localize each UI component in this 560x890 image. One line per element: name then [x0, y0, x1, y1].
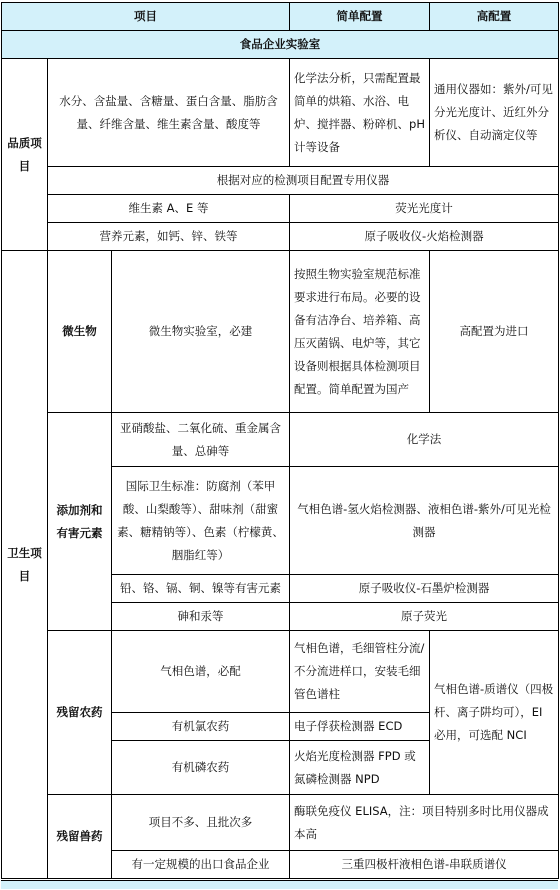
quality-row-1 — [2, 59, 559, 167]
pesticide-label: 残留农药 — [48, 631, 112, 795]
pesticide-r1-simple: 气相色谱，毛细管柱分流/不分流进样口，安装毛细管色谱柱 — [290, 631, 430, 713]
quality-simple: 化学法分析，只需配置最简单的烘箱、水浴、电炉、搅拌器、粉碎机、pH计等设备 — [290, 59, 430, 167]
additive-r1-config: 化学法 — [290, 413, 559, 467]
header-simple: 简单配置 — [290, 3, 430, 31]
additive-r3-config: 原子吸收仪-石墨炉检测器 — [290, 575, 559, 603]
additive-label: 添加剂和有害元素 — [48, 413, 112, 631]
micro-row — [2, 251, 559, 413]
pesticide-r3-simple: 火焰光度检测器 FPD 或氮磷检测器 NPD — [290, 741, 430, 795]
pesticide-high: 气相色谱-质谱仪（四极杆、离子阱均可），EI 必用，可选配 NCI — [430, 631, 559, 795]
additive-r2-config: 气相色谱-氢火焰检测器、液相色谱-紫外/可见光检测器 — [290, 467, 559, 575]
vitamin-item: 维生素 A、E 等 — [48, 195, 290, 223]
lab-config-table — [1, 2, 559, 879]
micro-simple: 按照生物实验室规范标准要求进行布局。必要的设备有洁净台、培养箱、高压灭菌锅、电炉等，其它设备则根据具体检测项目配置。简单配置为国产 — [290, 251, 430, 413]
additive-r3-item: 铅、铬、镉、铜、镍等有害元素 — [112, 575, 290, 603]
quality-label: 品质项目 — [2, 59, 48, 251]
vet-label: 残留兽药 — [48, 795, 112, 879]
additive-row-1 — [2, 413, 559, 467]
section-row — [2, 31, 559, 59]
pesticide-r2-item: 有机氯农药 — [112, 713, 290, 741]
section-title: 食品企业实验室 — [2, 31, 559, 59]
hygiene-label: 卫生项目 — [2, 251, 48, 879]
vet-r1-config: 酶联免疫仪 ELISA，注：项目特别多时比用仪器成本高 — [290, 795, 559, 851]
pesticide-r1-item: 气相色谱，必配 — [112, 631, 290, 713]
header-item: 项目 — [2, 3, 290, 31]
quality-items: 水分、含盐量、含糖量、蛋白含量、脂肪含量、纤维含量、维生素含量、酸度等 — [48, 59, 290, 167]
quality-note: 根据对应的检测项目配置专用仪器 — [48, 167, 559, 195]
quality-high: 通用仪器如：紫外/可见分光光度计、近红外分析仪、自动滴定仪等 — [430, 59, 559, 167]
header-row — [2, 3, 559, 31]
nutrient-config: 原子吸收仪-火焰检测器 — [290, 223, 559, 251]
vet-r2-config: 三重四极杆液相色谱-串联质谱仪 — [290, 851, 559, 879]
quality-row-2 — [2, 167, 559, 195]
vitamin-config: 荧光光度计 — [290, 195, 559, 223]
vet-r2-item: 有一定规模的出口食品企业 — [112, 851, 290, 879]
quality-row-3 — [2, 195, 559, 223]
header-high: 高配置 — [430, 3, 559, 31]
additive-r1-item: 亚硝酸盐、二氧化硫、重金属含量、总砷等 — [112, 413, 290, 467]
quality-row-4 — [2, 223, 559, 251]
pesticide-row-1 — [2, 631, 559, 713]
vet-row-1 — [2, 795, 559, 851]
vet-r1-item: 项目不多、且批次多 — [112, 795, 290, 851]
additive-r4-item: 砷和汞等 — [112, 603, 290, 631]
additive-r4-config: 原子荧光 — [290, 603, 559, 631]
pesticide-r3-item: 有机磷农药 — [112, 741, 290, 795]
micro-label: 微生物 — [48, 251, 112, 413]
micro-item: 微生物实验室，必建 — [112, 251, 290, 413]
micro-high: 高配置为进口 — [430, 251, 559, 413]
pesticide-r2-simple: 电子俘获检测器 ECD — [290, 713, 430, 741]
nutrient-item: 营养元素，如钙、锌、铁等 — [48, 223, 290, 251]
additive-r2-item: 国际卫生标准：防腐剂（苯甲酸、山梨酸等）、甜味剂（甜蜜素、糖精钠等）、色素（柠檬黄、胭脂红等） — [112, 467, 290, 575]
